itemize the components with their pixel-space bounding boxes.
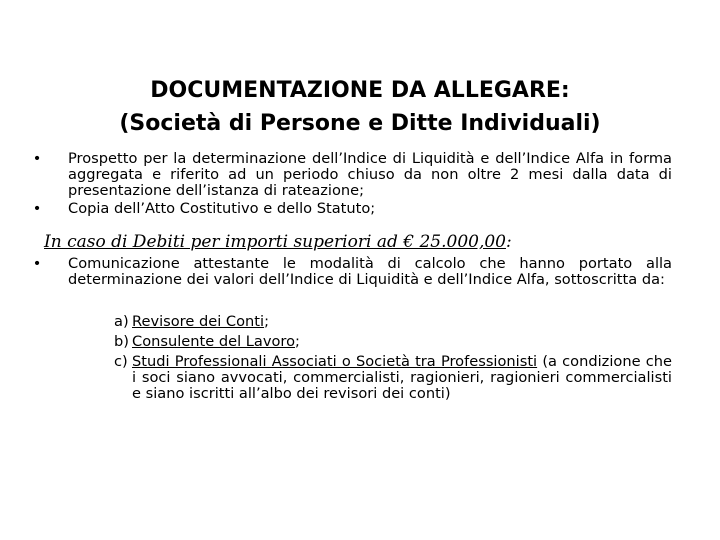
signer-name: Studi Professionali Associati o Società tra Professionisti — [132, 353, 538, 370]
signer-suffix: ; — [264, 313, 269, 330]
list-item — [30, 256, 672, 288]
bullet-icon: • — [32, 200, 42, 217]
title-line-2: (Società di Persone e Ditte Individuali) — [119, 111, 601, 136]
list-marker: a) — [114, 313, 129, 330]
title-line-1: DOCUMENTAZIONE DA ALLEGARE: — [150, 78, 570, 103]
signers-list — [114, 314, 672, 406]
signer-name: Revisore dei Conti — [132, 313, 265, 330]
section-list — [30, 256, 672, 290]
signer-suffix: ; — [295, 333, 300, 350]
list-item — [30, 151, 672, 199]
bullet-icon: • — [32, 255, 42, 272]
list-marker: b) — [114, 333, 129, 350]
bullet-icon: • — [32, 150, 42, 167]
list-item — [30, 201, 672, 217]
list-item-text: Comunicazione attestante le modalità di calcolo che hanno portato alla determinazione dei valori dell’Indice di Liquidità e dell’Indice Alfa, sottoscritta da: — [68, 255, 672, 288]
list-marker: c) — [114, 353, 128, 370]
section-heading-text: In caso di Debiti per importi superiori ad € 25.000,00 — [44, 232, 506, 252]
signer-suffix: (a condizione che i soci siano avvocati, commercialisti, ragionieri, ragionieri commercialisti e siano iscritti all’albo dei revisori dei conti) — [132, 353, 672, 402]
list-item-text: Prospetto per la determinazione dell’Indice di Liquidità e dell’Indice Alfa in forma aggregata e riferito ad un periodo chiuso da non oltre 2 mesi dalla data di presentazione dell’istanza di rateazione; — [68, 150, 672, 199]
list-item-text: Copia dell’Atto Costitutivo e dello Statuto; — [68, 200, 376, 217]
signer-item-c — [114, 354, 672, 402]
page-title — [40, 74, 680, 140]
signer-item-b — [114, 334, 672, 350]
signer-item-a — [114, 314, 672, 330]
section-heading-colon: : — [505, 232, 512, 252]
documents-list — [30, 151, 672, 219]
section-heading — [44, 231, 684, 253]
signer-name: Consulente del Lavoro — [132, 333, 296, 350]
